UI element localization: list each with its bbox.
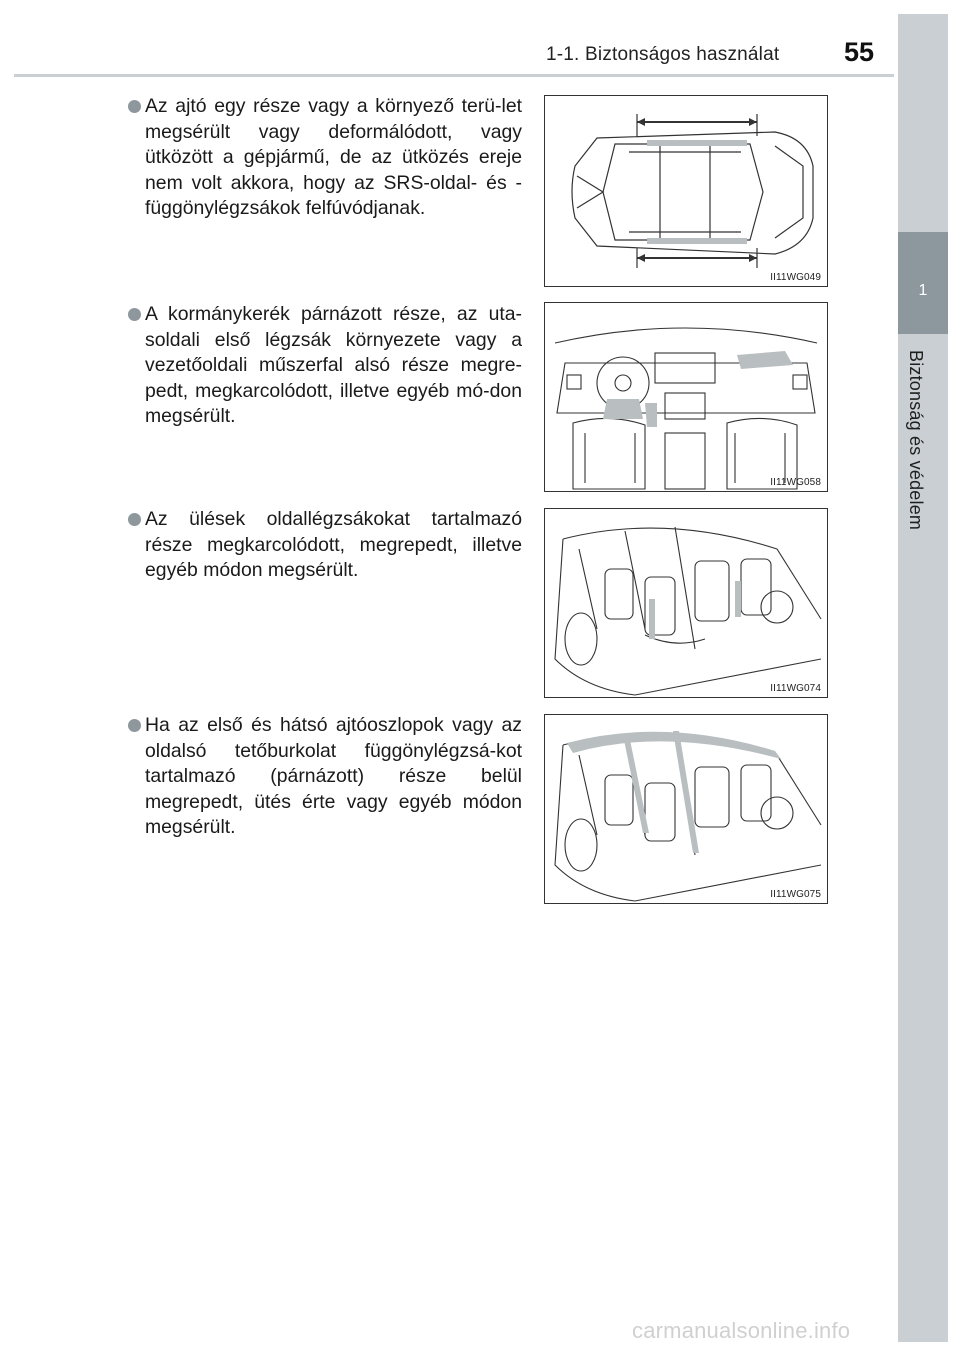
item-text: Ha az első és hátsó ajtóoszlopok vagy az oldalsó tetőburkolat függönylégzsá-kot tartalmazó (párnázott) része belül megrepedt, ütés érte vagy egyéb módon megsérült. [145, 714, 522, 839]
bullet-icon [128, 513, 141, 526]
section-title: 1-1. Biztonságos használat [546, 44, 780, 65]
figure-code: II11WG075 [770, 889, 821, 900]
item-text: Az ülések oldallégzsákokat tartalmazó része megkarcolódott, megrepedt, illetve egyéb módon megsérült. [145, 508, 522, 582]
item-text: A kormánykerék párnázott része, az uta-soldali első légzsák környezete vagy a vezetőoldali műszerfal alsó része megre-pedt, megkarcolódott, illetve egyéb mó-don megsérült. [145, 303, 522, 428]
page-number: 55 [844, 37, 875, 67]
car-top-view-illustration [545, 96, 827, 286]
figure-curtain-airbags [544, 714, 828, 904]
interior-seats-illustration [545, 509, 827, 697]
figure-code: II11WG049 [770, 272, 821, 283]
chapter-number: 1 [918, 282, 928, 299]
interior-curtain-illustration [545, 715, 827, 903]
watermark: carmanualsonline.info [632, 1318, 851, 1343]
side-tab [898, 14, 948, 1342]
chapter-title: Biztonság és védelem [906, 350, 926, 531]
figure-code: II11WG058 [770, 477, 821, 488]
bullet-icon [128, 100, 141, 113]
item-text: Az ajtó egy része vagy a környező terü-let megsérült vagy deformálódott, vagy ütközött a gépjármű, de az ütközés ereje nem volt akkora, hogy az SRS-oldal- és -függönylégzsákok felfúvódjanak. [145, 95, 522, 220]
bullet-icon [128, 719, 141, 732]
figure-car-top-view [544, 95, 828, 287]
figure-dashboard [544, 302, 828, 492]
figure-seat-side-airbags [544, 508, 828, 698]
header-rule [14, 74, 894, 77]
bullet-icon [128, 308, 141, 321]
figure-code: II11WG074 [770, 683, 821, 694]
dashboard-illustration [545, 303, 827, 491]
